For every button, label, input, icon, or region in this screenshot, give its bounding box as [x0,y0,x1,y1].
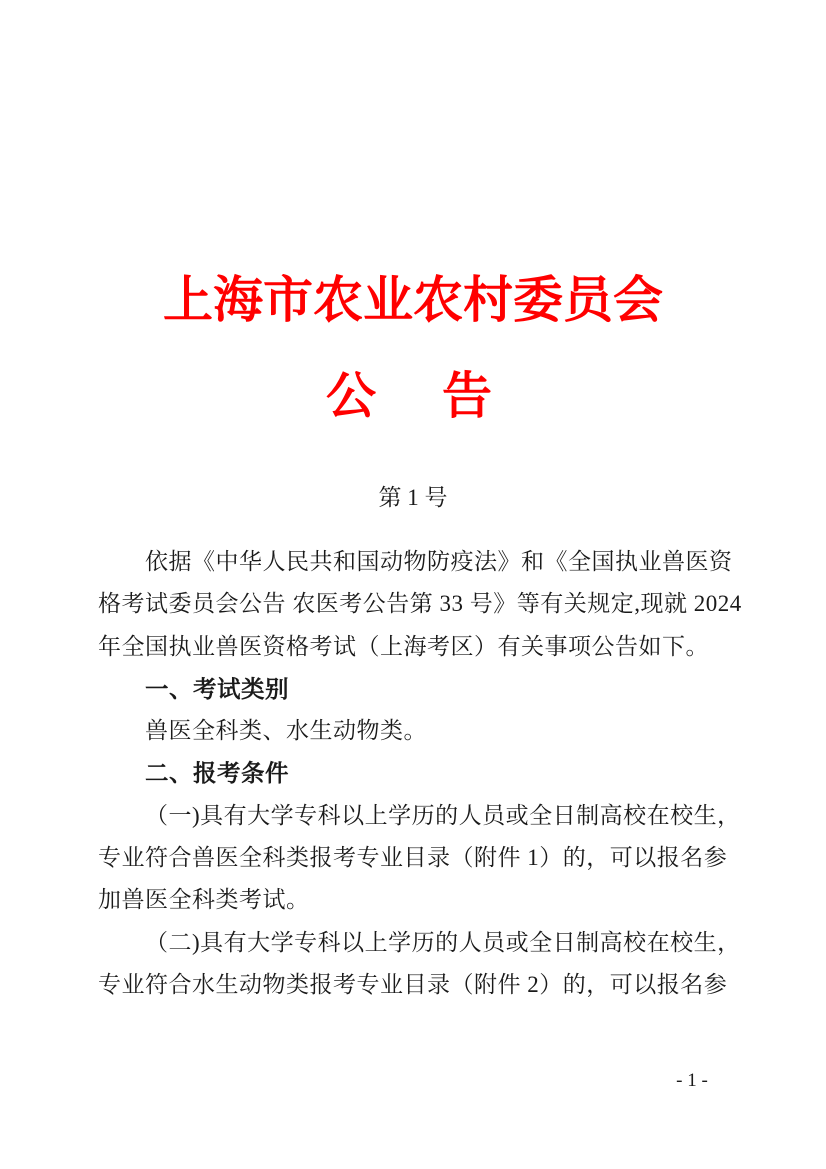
body-line: （二)具有大学专科以上学历的人员或全日制高校在校生， [145,929,741,955]
body-line: 依据《中华人民共和国动物防疫法》和《全国执业兽医资 [145,549,733,574]
document-subtitle: 公 告 [326,368,500,424]
section-heading: 二、报考条件 [145,760,289,787]
body-line: 兽医全科类、水生动物类。 [145,718,427,744]
page-number: - 1 - [676,1070,708,1091]
body-line: （一)具有大学专科以上学历的人员或全日制高校在校生， [145,802,741,828]
document-number: 第 1 号 [378,485,448,510]
document-body [98,541,742,1006]
section-heading: 一、考试类别 [145,675,289,702]
body-line: 年全国执业兽医资格考试（上海考区）有关事项公告如下。 [98,633,709,659]
body-line: 专业符合兽医全科类报考专业目录（附件 1）的，可以报名参 [98,845,728,871]
document-title: 上海市农业农村委员会 [163,272,663,328]
body-line: 加兽医全科类考试。 [98,887,310,913]
body-line: 格考试委员会公告 农医考公告第 33 号》等有关规定,现就 2024 [98,591,742,617]
body-line: 专业符合水生动物类报考专业目录（附件 2）的，可以报名参 [98,971,728,997]
